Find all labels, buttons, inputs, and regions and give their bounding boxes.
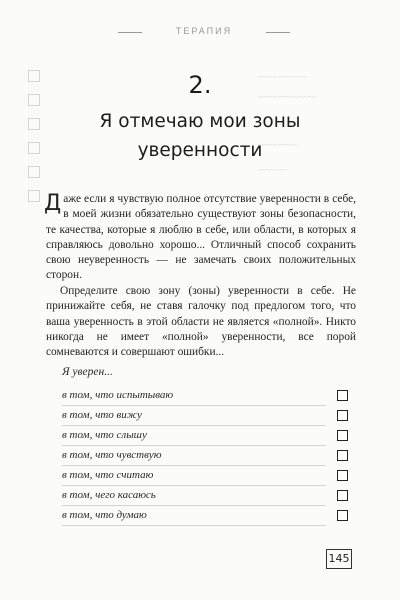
checklist-item — [62, 386, 348, 406]
checkbox[interactable] — [337, 470, 348, 481]
checkbox[interactable] — [337, 510, 348, 521]
checklist-item — [62, 406, 348, 426]
checklist-item — [62, 446, 348, 466]
bleed-through-text: ~~~~~~ — [258, 165, 288, 175]
checklist-item-label: в том, что считаю — [62, 469, 154, 481]
page-number: 145 — [326, 549, 352, 569]
checklist-item — [62, 486, 348, 506]
checklist-item — [62, 466, 348, 486]
header-rule-left — [118, 32, 142, 33]
checklist-item — [62, 426, 348, 446]
checklist-item — [62, 506, 348, 526]
running-header-title: ТЕРАПИЯ — [175, 26, 233, 36]
paragraph-1 — [46, 192, 356, 284]
chapter-title: Я отмечаю мои зоны уверенности — [99, 111, 301, 161]
bleed-through-text: ~~~~~~~~~~~~ — [258, 92, 317, 102]
checkbox[interactable] — [337, 430, 348, 441]
checklist — [62, 386, 348, 526]
divider — [62, 525, 326, 526]
chapter-number: 2. — [188, 71, 212, 99]
drop-cap: Д — [44, 191, 62, 216]
paragraph-1-text: аже если я чувствую полное отсутствие уверенности в себе, в моей жизни обязательно существуют зоны безопасности, те качества, которые я люблю в себе, или области, в которых я справляюсь довольно хорошо... Отличный способ сохранить свою неуверенность — не замечать своих положительных сторон. — [46, 193, 356, 282]
checklist-item-label: в том, что думаю — [62, 509, 147, 521]
paragraph-2: Определите свою зону (зоны) уверенности в себе. Не принижайте себя, не ставя галочку под предлогом того, что ваша уверенность в этой области не является «полной». Никто никогда не имеет «полной» уверенности, все порой сомневаются и совершают ошибки... — [46, 285, 356, 359]
bleed-through-text: ~~~~~~~~~~ — [258, 72, 307, 82]
checkbox[interactable] — [337, 390, 348, 401]
checklist-item-label: в том, что испытываю — [62, 389, 174, 401]
checklist-item-label: в том, что слышу — [62, 429, 147, 441]
checklist-item-label: в том, чего касаюсь — [62, 489, 156, 501]
running-header — [118, 26, 290, 40]
header-rule-right — [266, 32, 290, 33]
checkbox[interactable] — [337, 490, 348, 501]
checklist-item-label: в том, что чувствую — [62, 449, 162, 461]
checkbox[interactable] — [337, 410, 348, 421]
checklist-item-label: в том, что вижу — [62, 409, 142, 421]
checklist-intro: Я уверен... — [62, 366, 113, 378]
checkbox[interactable] — [337, 450, 348, 461]
bleed-through-text: ~~~~~~~~ — [258, 140, 297, 150]
